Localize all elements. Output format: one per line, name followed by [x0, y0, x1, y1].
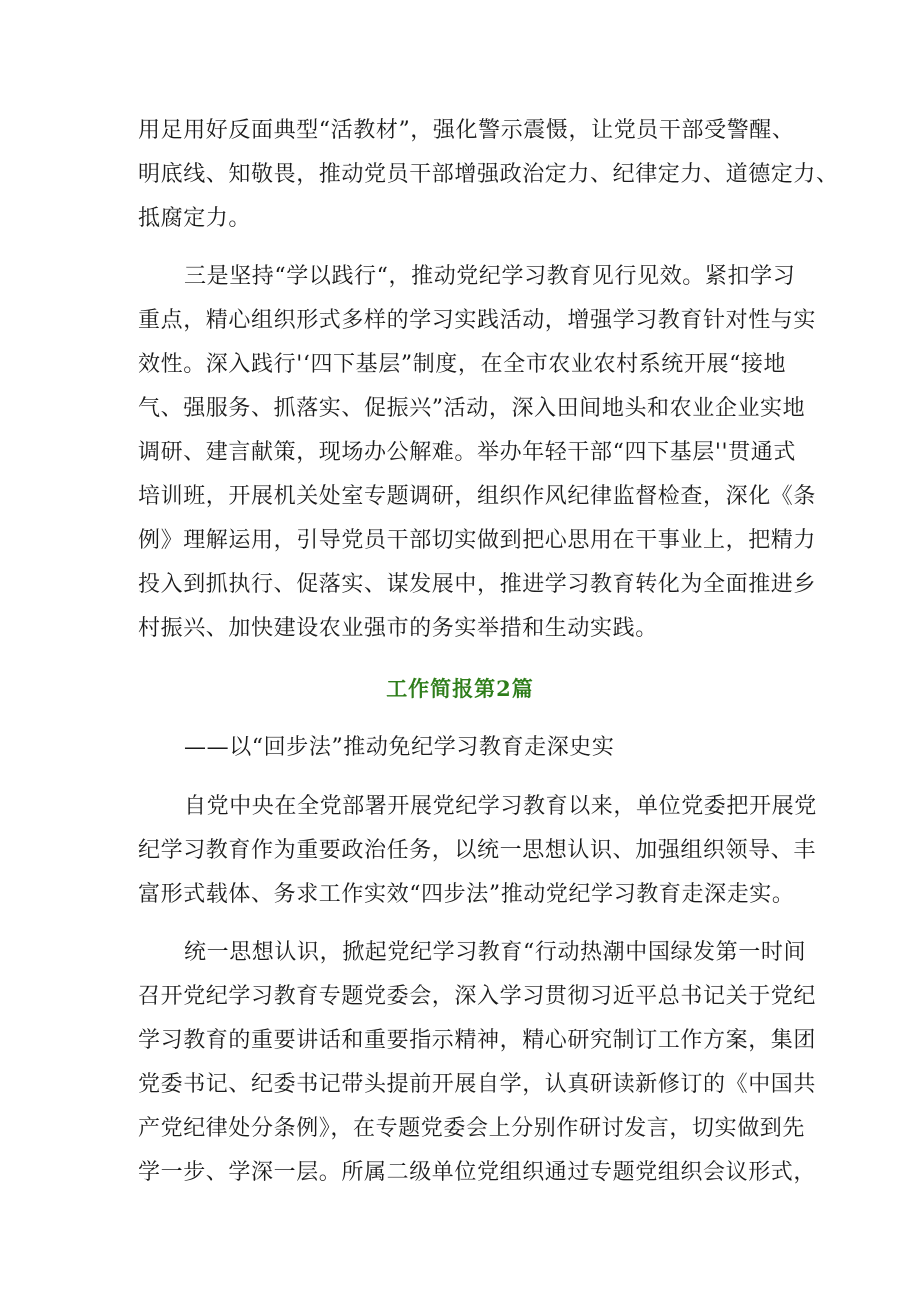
paragraph-line: 用足用好反面典型“活教材”，强化警示震慑，让党员干部受警醒、: [138, 118, 795, 143]
paragraph-line: 村振兴、加快建设农业强市的务实举措和生动实践。: [138, 616, 658, 641]
paragraph-line: 统一思想认识，掀起党纪学习教育“行动热潮中国绿发第一时间: [184, 940, 807, 965]
paragraph-line: 例》理解运用，引导党员干部切实做到把心思用在干事业上，把精力: [138, 528, 817, 553]
paragraph-line: 投入到抓执行、促落实、谋发展中，推进学习教育转化为全面推进乡: [138, 572, 817, 597]
paragraph-line: 党委书记、纪委书记带头提前开展自学，认真研读新修订的《中国共: [138, 1072, 817, 1097]
paragraph-line: 富形式载体、务求工作实效“四步法”推动党纪学习教育走深走实。: [138, 882, 795, 907]
paragraph-line: 学一步、学深一层。所属二级单位党组织通过专题党组织会议形式，: [138, 1160, 817, 1185]
paragraph-line: 重点，精心组织形式多样的学习实践活动，增强学习教育针对性与实: [138, 308, 817, 333]
paragraph-line: 调研、建言献策，现场办公解难。举办年轻干部“四下基层''贯通式: [138, 440, 796, 465]
paragraph-line: 纪学习教育作为重要政治任务，以统一思想认识、加强组织领导、丰: [138, 838, 817, 863]
paragraph-line: 明底线、知敬畏，推动党员干部增强政治定力、纪律定力、道德定力、: [138, 162, 839, 187]
paragraph-line: 三是坚持“学以践行“，推动党纪学习教育见行见效。紧扣学习: [184, 264, 796, 289]
paragraph-line: 抵腐定力。: [138, 206, 252, 231]
paragraph-line: 召开党纪学习教育专题党委会，深入学习贯彻习近平总书记关于党纪: [138, 984, 817, 1009]
paragraph-line: 学习教育的重要讲话和重要指示精神，精心研究制订工作方案，集团: [138, 1028, 817, 1053]
subtitle: ——以“回步法”推动免纪学习教育走深史实: [184, 735, 615, 760]
paragraph-line: 培训班，开展机关处室专题调研，组织作风纪律监督检查，深化《条: [138, 484, 817, 509]
paragraph-line: 气、强服务、抓落实、促振兴”活动，深入田间地头和农业企业实地: [138, 396, 806, 421]
paragraph-line: 产党纪律处分条例》，在专题党委会上分别作研讨发言，切实做到先: [138, 1116, 806, 1141]
paragraph-line: 自党中央在全党部署开展党纪学习教育以来，单位党委把开展党: [184, 794, 817, 819]
section-heading: 工作简报第2篇: [386, 676, 534, 701]
paragraph-line: 效性。深入践行'‘四下基层”制度，在全市农业农村系统开展“接地: [138, 352, 787, 377]
